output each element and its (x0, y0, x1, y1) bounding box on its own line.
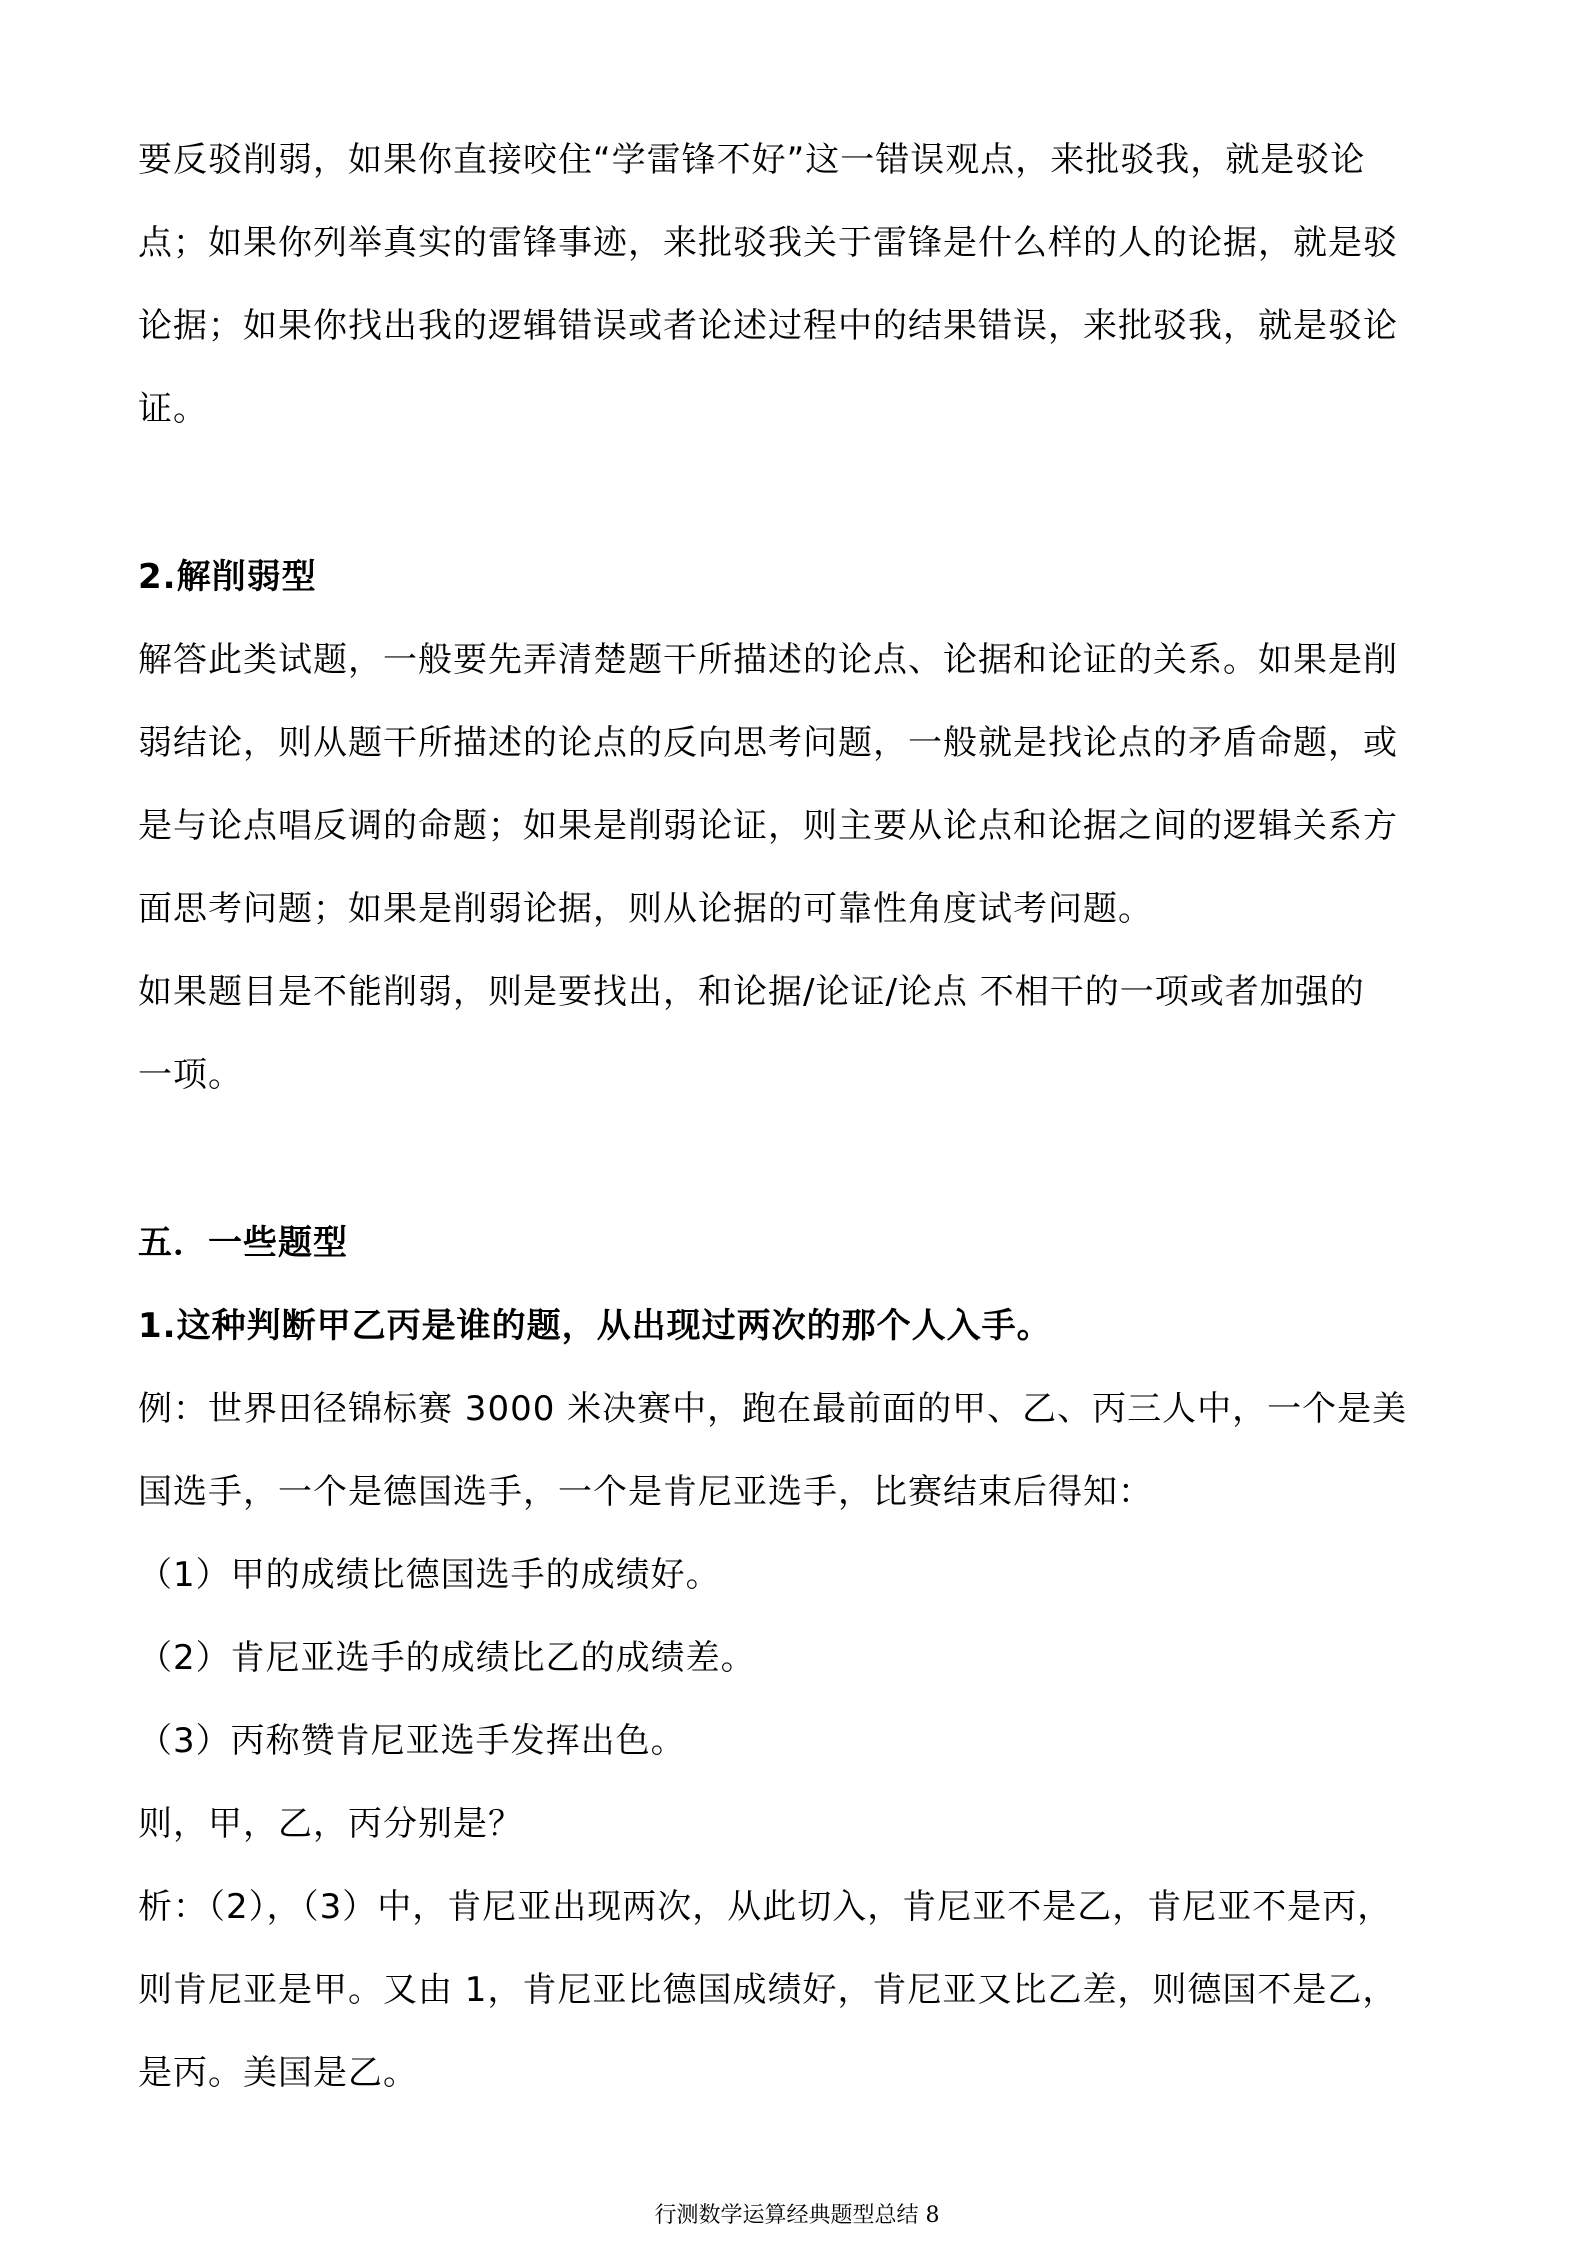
paragraph-line: 国选手，一个是德国选手，一个是肯尼亚选手，比赛结束后得知： (138, 1472, 1153, 1512)
section-heading: 2.解削弱型 (138, 557, 317, 597)
list-item: （3）丙称赞肯尼亚选手发挥出色。 (138, 1721, 686, 1761)
list-item: （2）肯尼亚选手的成绩比乙的成绩差。 (138, 1638, 756, 1678)
paragraph-line: 例：世界田径锦标赛 3000 米决赛中，跑在最前面的甲、乙、丙三人中，一个是美 (138, 1389, 1408, 1429)
paragraph-line: 弱结论，则从题干所描述的论点的反向思考问题，一般就是找论点的矛盾命题，或 (138, 723, 1398, 763)
paragraph-line: 则肯尼亚是甲。又由 1，肯尼亚比德国成绩好，肯尼亚又比乙差，则德国不是乙， (138, 1970, 1398, 2010)
paragraph-line: 面思考问题；如果是削弱论据，则从论据的可靠性角度试考问题。 (138, 889, 1153, 929)
paragraph-line: 点；如果你列举真实的雷锋事迹，来批驳我关于雷锋是什么样的人的论据，就是驳 (138, 223, 1398, 263)
paragraph-line: 析：（2），（3）中，肯尼亚出现两次，从此切入，肯尼亚不是乙，肯尼亚不是丙， (138, 1887, 1393, 1927)
paragraph-line: 要反驳削弱，如果你直接咬住“学雷锋不好”这一错误观点，来批驳我，就是驳论 (138, 140, 1366, 180)
list-item: （1）甲的成绩比德国选手的成绩好。 (138, 1555, 721, 1595)
chapter-heading: 五．一些题型 (138, 1223, 348, 1263)
paragraph-line: 是丙。美国是乙。 (138, 2053, 418, 2093)
paragraph-line: 则，甲，乙，丙分别是？ (138, 1804, 523, 1844)
paragraph-line: 论据；如果你找出我的逻辑错误或者论述过程中的结果错误，来批驳我，就是驳论 (138, 306, 1398, 346)
paragraph-line: 一项。 (138, 1055, 243, 1095)
page-footer: 行测数学运算经典题型总结 8 (654, 2203, 940, 2228)
section-heading: 1.这种判断甲乙丙是谁的题，从出现过两次的那个人入手。 (138, 1306, 1052, 1346)
paragraph-line: 证。 (138, 389, 208, 429)
paragraph-line: 解答此类试题，一般要先弄清楚题干所描述的论点、论据和论证的关系。如果是削 (138, 640, 1398, 680)
paragraph-line: 如果题目是不能削弱，则是要找出，和论据/论证/论点 不相干的一项或者加强的 (138, 972, 1365, 1012)
paragraph-line: 是与论点唱反调的命题；如果是削弱论证，则主要从论点和论据之间的逻辑关系方 (138, 806, 1398, 846)
